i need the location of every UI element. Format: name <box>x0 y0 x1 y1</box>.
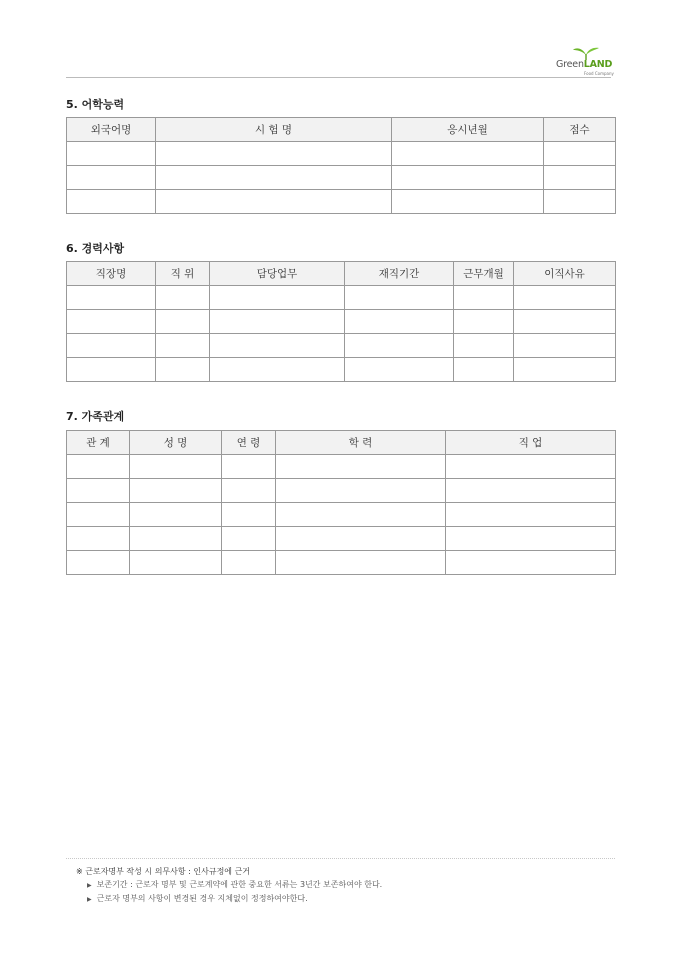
col-header: 학 력 <box>276 431 446 455</box>
header-divider <box>66 77 611 78</box>
table-cell[interactable] <box>210 286 345 310</box>
col-header: 외국어명 <box>67 118 156 142</box>
table-row <box>67 479 616 503</box>
table-row <box>67 527 616 551</box>
table-cell[interactable] <box>67 455 130 479</box>
section-title-language: 5. 어학능력 <box>66 98 125 111</box>
table-cell[interactable] <box>345 286 454 310</box>
table-cell[interactable] <box>392 190 544 214</box>
table-cell[interactable] <box>392 142 544 166</box>
table-cell[interactable] <box>276 503 446 527</box>
table-cell[interactable] <box>156 190 392 214</box>
col-header: 성 명 <box>130 431 222 455</box>
table-cell[interactable] <box>446 551 616 575</box>
footnote <box>76 865 382 906</box>
footnote-item-text: 보존기간 : 근로자 명부 및 근로계약에 관한 중요한 서류는 3년간 보존하여야 한다. <box>96 880 383 889</box>
table-cell[interactable] <box>67 479 130 503</box>
table-cell[interactable] <box>222 479 276 503</box>
col-header: 응시년월 <box>392 118 544 142</box>
table-row <box>67 166 616 190</box>
greenland-logo <box>556 46 616 76</box>
table-cell[interactable] <box>67 166 156 190</box>
table-row <box>67 551 616 575</box>
table-cell[interactable] <box>446 455 616 479</box>
col-header: 이직사유 <box>514 262 616 286</box>
footnote-item <box>76 892 382 906</box>
footnote-divider <box>66 858 615 859</box>
table-cell[interactable] <box>514 286 616 310</box>
family-table <box>66 430 616 575</box>
table-cell[interactable] <box>130 551 222 575</box>
table-cell[interactable] <box>156 286 210 310</box>
table-cell[interactable] <box>392 166 544 190</box>
col-header: 시 험 명 <box>156 118 392 142</box>
table-cell[interactable] <box>446 527 616 551</box>
table-header-row <box>67 262 616 286</box>
table-cell[interactable] <box>454 334 514 358</box>
table-cell[interactable] <box>544 142 616 166</box>
table-cell[interactable] <box>130 479 222 503</box>
table-cell[interactable] <box>67 142 156 166</box>
table-cell[interactable] <box>276 479 446 503</box>
table-cell[interactable] <box>276 551 446 575</box>
table-cell[interactable] <box>210 358 345 382</box>
table-cell[interactable] <box>222 527 276 551</box>
footnote-title: ※ 근로자명부 작성 시 의무사항 : 인사규정에 근거 <box>76 867 251 876</box>
table-cell[interactable] <box>156 334 210 358</box>
table-cell[interactable] <box>454 310 514 334</box>
footnote-item-text: 근로자 명부의 사항이 변경된 경우 지체없이 정정하여야한다. <box>96 894 308 903</box>
table-row <box>67 310 616 334</box>
table-cell[interactable] <box>345 310 454 334</box>
leaf-icon <box>573 46 599 60</box>
col-header: 직장명 <box>67 262 156 286</box>
col-header: 연 령 <box>222 431 276 455</box>
triangle-bullet-icon: ▶ <box>87 882 92 889</box>
col-header: 담당업무 <box>210 262 345 286</box>
table-cell[interactable] <box>222 503 276 527</box>
table-cell[interactable] <box>156 358 210 382</box>
table-row <box>67 142 616 166</box>
table-cell[interactable] <box>222 455 276 479</box>
footnote-item <box>76 878 382 892</box>
table-cell[interactable] <box>514 334 616 358</box>
col-header: 재직기간 <box>345 262 454 286</box>
logo-subtitle: Food Company <box>584 71 614 76</box>
table-cell[interactable] <box>130 527 222 551</box>
table-cell[interactable] <box>454 286 514 310</box>
table-cell[interactable] <box>544 190 616 214</box>
triangle-bullet-icon: ▶ <box>87 896 92 903</box>
table-cell[interactable] <box>67 190 156 214</box>
col-header: 점수 <box>544 118 616 142</box>
table-header-row <box>67 431 616 455</box>
section-title-family: 7. 가족관계 <box>66 410 125 423</box>
table-cell[interactable] <box>276 527 446 551</box>
section-title-career: 6. 경력사항 <box>66 242 125 255</box>
table-row <box>67 503 616 527</box>
col-header: 관 계 <box>67 431 130 455</box>
table-cell[interactable] <box>345 334 454 358</box>
table-cell[interactable] <box>544 166 616 190</box>
table-cell[interactable] <box>514 358 616 382</box>
table-cell[interactable] <box>67 286 156 310</box>
table-cell[interactable] <box>446 479 616 503</box>
table-cell[interactable] <box>67 551 130 575</box>
col-header: 직 위 <box>156 262 210 286</box>
table-row <box>67 358 616 382</box>
table-cell[interactable] <box>210 334 345 358</box>
table-cell[interactable] <box>67 527 130 551</box>
table-cell[interactable] <box>446 503 616 527</box>
table-cell[interactable] <box>67 310 156 334</box>
table-cell[interactable] <box>345 358 454 382</box>
table-cell[interactable] <box>67 358 156 382</box>
table-row <box>67 190 616 214</box>
table-row <box>67 334 616 358</box>
table-cell[interactable] <box>276 455 446 479</box>
table-row <box>67 286 616 310</box>
table-cell[interactable] <box>67 334 156 358</box>
table-cell[interactable] <box>156 166 392 190</box>
table-header-row <box>67 118 616 142</box>
table-cell[interactable] <box>67 503 130 527</box>
col-header: 근무개월 <box>454 262 514 286</box>
language-table <box>66 117 616 214</box>
table-cell[interactable] <box>130 503 222 527</box>
table-cell[interactable] <box>514 310 616 334</box>
logo-wordmark: GreenLAND <box>556 59 613 70</box>
table-cell[interactable] <box>210 310 345 334</box>
table-cell[interactable] <box>156 310 210 334</box>
col-header: 직 업 <box>446 431 616 455</box>
career-table <box>66 261 616 382</box>
table-cell[interactable] <box>156 142 392 166</box>
table-row <box>67 455 616 479</box>
table-cell[interactable] <box>454 358 514 382</box>
table-cell[interactable] <box>130 455 222 479</box>
table-cell[interactable] <box>222 551 276 575</box>
